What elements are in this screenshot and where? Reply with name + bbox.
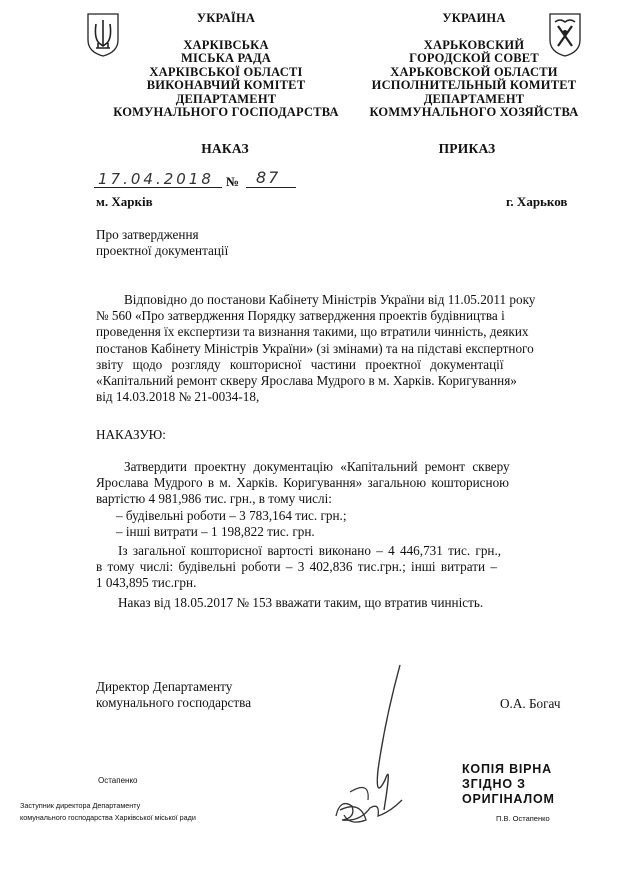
- header-right-line: ИСПОЛНИТЕЛЬНЫЙ КОМИТЕТ: [371, 78, 577, 92]
- header-left-line: МІСЬКА РАДА: [180, 51, 272, 65]
- stamp-line: КОПІЯ ВІРНА: [462, 762, 552, 776]
- deputy-line: комунального господарства Харківської міської ради: [20, 813, 196, 822]
- doc-type-ua: НАКАЗ: [201, 141, 249, 156]
- preamble-line: звіту щодо розгляду кошторисної частини проектної документації: [96, 356, 504, 372]
- header-right-line: ХАРЬКОВСКИЙ: [423, 37, 525, 52]
- deputy-signature-block: [20, 801, 196, 822]
- preamble: [96, 292, 584, 405]
- order-item-2: [96, 543, 584, 592]
- header-right-line: ДЕПАРТАМЕНТ: [423, 91, 525, 106]
- order-item-1: [96, 459, 584, 540]
- preamble-line: постанов Кабінету Міністрів України» (зі змінами) та на підставі експертного: [96, 340, 534, 356]
- item2-line: в тому числі: будівельні роботи – 3 402,836 тис.грн.; інші витрати –: [96, 559, 497, 575]
- bullet-item: – будівельні роботи – 3 783,164 тис. грн.;: [116, 507, 347, 523]
- city-ru: г. Харьков: [506, 194, 568, 209]
- item1-line: Ярослава Мудрого в м. Харків. Коригування» загальною кошторисною: [96, 475, 510, 491]
- item1-line: вартістю 4 981,986 тис. грн., в тому числі:: [96, 491, 332, 507]
- stamp-name: П.В. Остапенко: [496, 814, 550, 823]
- copy-stamp: [462, 762, 555, 807]
- number-field: [246, 187, 296, 188]
- header-left-line: ВИКОНАВЧИЙ КОМІТЕТ: [146, 78, 306, 92]
- bullet-item: – інші витрати – 1 198,822 тис. грн.: [116, 523, 315, 539]
- header-left-line: ХАРКІВСЬКА: [183, 37, 269, 52]
- signature-name: О.А. Богач: [500, 696, 561, 711]
- executor: Остапенко: [98, 776, 138, 785]
- signature-position-line: Директор Департаменту: [96, 679, 233, 694]
- subject-line: проектної документації: [96, 243, 229, 259]
- header-left-country: УКРАЇНА: [196, 11, 256, 25]
- city-ua: м. Харків: [96, 194, 153, 209]
- subject-line: Про затвердження: [96, 227, 199, 242]
- header-right-line: ХАРЬКОВСКОЙ ОБЛАСТИ: [390, 64, 558, 79]
- deputy-line: Заступник директора Департаменту: [20, 801, 141, 810]
- stamp-line: ЗГІДНО З: [462, 777, 526, 791]
- number-label: №: [226, 174, 240, 189]
- signature-position-line: комунального господарства: [96, 695, 252, 711]
- date-handwritten: 17.04.2018: [98, 170, 214, 188]
- subject: [96, 227, 228, 259]
- preamble-line: Відповідно до постанови Кабінету Міністрів України від 11.05.2011 року: [124, 292, 536, 307]
- order-word: НАКАЗУЮ:: [96, 427, 166, 442]
- signature-position: [96, 679, 251, 711]
- header-right-line: ГОРОДСКОЙ СОВЕТ: [409, 51, 539, 65]
- order-item-3: Наказ від 18.05.2017 № 153 вважати таким, що втратив чинність.: [118, 595, 484, 610]
- preamble-line: № 560 «Про затвердження Порядку затвердження проектів будівництва і: [96, 308, 505, 324]
- header-right-country: УКРАИНА: [442, 11, 506, 25]
- header-left-line: КОМУНАЛЬНОГО ГОСПОДАРСТВА: [113, 105, 339, 119]
- header-right-line: КОММУНАЛЬНОГО ХОЗЯЙСТВА: [369, 105, 579, 119]
- preamble-line: «Капітальний ремонт скверу Ярослава Мудрого в м. Харків. Коригування»: [96, 373, 517, 389]
- doc-type-ru: ПРИКАЗ: [438, 141, 496, 156]
- kharkiv-coat-of-arms-icon: [548, 12, 582, 58]
- item2-line: Із загальної кошторисної вартості виконано – 4 446,731 тис. грн.,: [118, 543, 502, 558]
- header-left-line: ХАРКІВСЬКОЇ ОБЛАСТІ: [149, 64, 303, 79]
- preamble-line: проведення їх експертизи та визнання такими, що втратили чинність, деяких: [96, 324, 529, 340]
- item1-line: Затвердити проектну документацію «Капітальний ремонт скверу: [124, 459, 510, 474]
- deputy-signature: [330, 792, 410, 830]
- number-handwritten: 87: [256, 168, 281, 187]
- header-left-line: ДЕПАРТАМЕНТ: [175, 91, 277, 106]
- header-left: [112, 12, 340, 120]
- item2-line: 1 043,895 тис.грн.: [96, 575, 197, 591]
- preamble-line: від 14.03.2018 № 21-0034-18,: [96, 389, 260, 405]
- stamp-line: ОРИГІНАЛОМ: [462, 792, 555, 806]
